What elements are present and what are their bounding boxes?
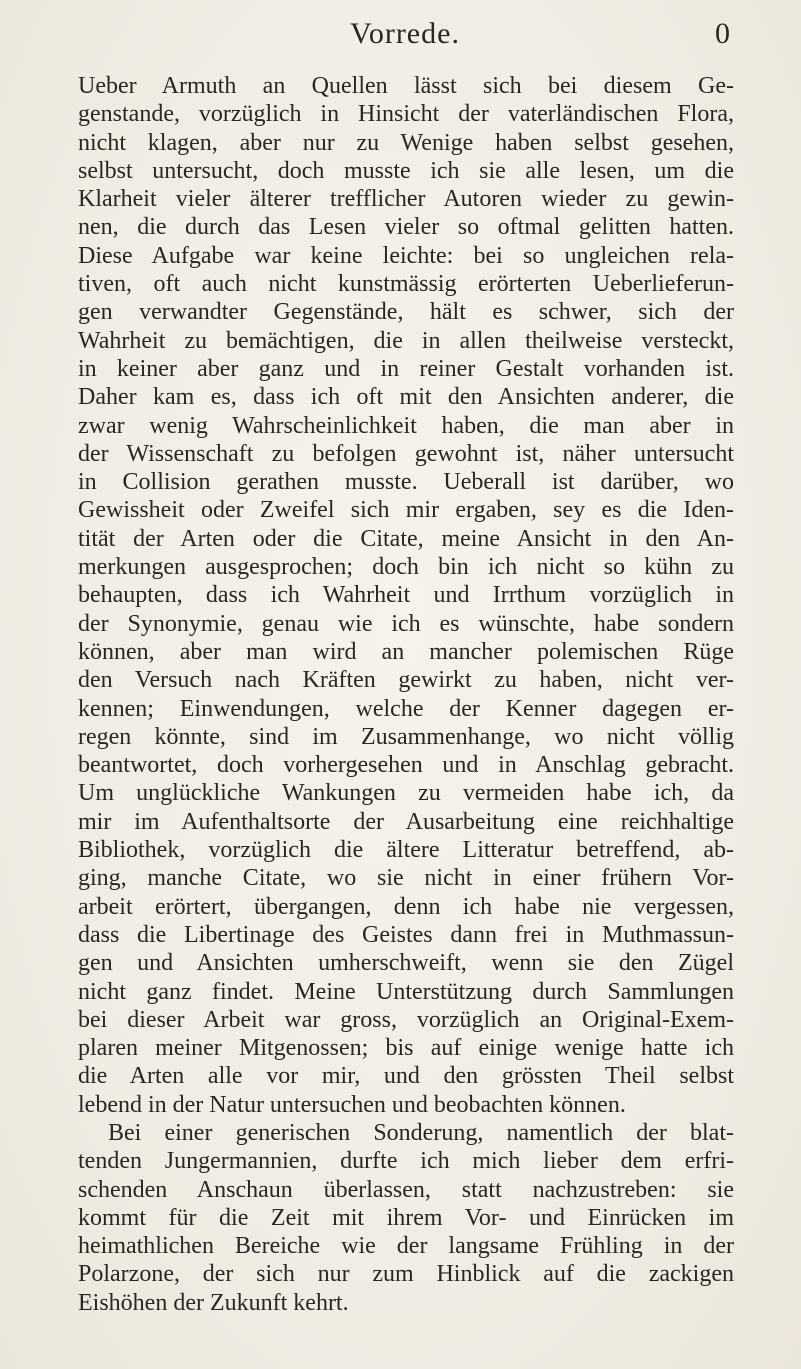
text-line: tenden Jungermannien, durfte ich mich lieber dem erfri- <box>78 1148 734 1175</box>
text-line: nicht klagen, aber nur zu Wenige haben selbst gesehen, <box>78 129 734 156</box>
text-line: der Synonymie, genau wie ich es wünschte, habe sondern <box>78 610 734 637</box>
text-line: dass die Libertinage des Geistes dann frei in Muthmassun- <box>78 921 734 948</box>
text-line: Bei einer generischen Sonderung, namentlich der blat- <box>108 1119 734 1146</box>
text-line: tität der Arten oder die Citate, meine Ansicht in den An- <box>78 525 734 552</box>
text-line: kennen; Einwendungen, welche der Kenner dagegen er- <box>78 695 734 722</box>
text-line: Ueber Armuth an Quellen lässt sich bei diesem Ge- <box>78 73 734 99</box>
text-line: können, aber man wird an mancher polemischen Rüge <box>78 638 734 665</box>
text-line: merkungen ausgesprochen; doch bin ich nicht so kühn zu <box>78 554 734 581</box>
page-number: 0 <box>715 17 730 50</box>
text-line: Gewissheit oder Zweifel sich mir ergaben, sey es die Iden- <box>78 497 734 524</box>
text-line: tiven, oft auch nicht kunstmässig erörterten Ueberlieferun- <box>78 271 734 298</box>
text-line: in Collision gerathen musste. Ueberall ist darüber, wo <box>78 469 734 496</box>
text-line: gen und Ansichten umherschweift, wenn sie den Zügel <box>78 950 734 977</box>
text-line: nen, die durch das Lesen vieler so oftmal gelitten hatten. <box>78 214 734 241</box>
text-line: plaren meiner Mitgenossen; bis auf einige wenige hatte ich <box>78 1035 734 1062</box>
text-line: selbst untersucht, doch musste ich sie alle lesen, um die <box>78 157 734 184</box>
text-line: Polarzone, der sich nur zum Hinblick auf die zackigen <box>78 1261 734 1288</box>
text-line: mir im Aufenthaltsorte der Ausarbeitung eine reichhaltige <box>78 808 734 835</box>
text-line: behaupten, dass ich Wahrheit und Irrthum vorzüglich in <box>78 582 734 609</box>
text-line: gen verwandter Gegenstände, hält es schwer, sich der <box>78 299 734 326</box>
text-line: Klarheit vieler älterer trefflicher Autoren wieder zu gewin- <box>78 186 734 213</box>
text-line: den Versuch nach Kräften gewirkt zu haben, nicht ver- <box>78 667 734 694</box>
text-line: Um unglückliche Wankungen zu vermeiden habe ich, da <box>78 780 734 807</box>
text-line: genstande, vorzüglich in Hinsicht der vaterländischen Flora, <box>78 101 734 128</box>
page-title: Vorrede. <box>350 17 460 50</box>
text-line: nicht ganz findet. Meine Unterstützung durch Sammlungen <box>78 978 734 1005</box>
text-line: Eishöhen der Zukunft kehrt. <box>78 1289 349 1316</box>
text-line: heimathlichen Bereiche wie der langsame Frühling in der <box>78 1233 734 1260</box>
text-line: in keiner aber ganz und in reiner Gestalt vorhanden ist. <box>78 355 734 382</box>
text-line: der Wissenschaft zu befolgen gewohnt ist, näher untersucht <box>78 440 734 467</box>
text-line: ging, manche Citate, wo sie nicht in einer frühern Vor- <box>78 865 734 892</box>
text-line: kommt für die Zeit mit ihrem Vor- und Einrücken im <box>78 1204 734 1231</box>
text-line: regen könnte, sind im Zusammenhange, wo nicht völlig <box>78 723 734 750</box>
text-line: zwar wenig Wahrscheinlichkeit haben, die man aber in <box>78 412 734 439</box>
body-text <box>78 72 734 1317</box>
running-head <box>80 14 730 54</box>
text-line: arbeit erörtert, übergangen, denn ich habe nie vergessen, <box>78 893 734 920</box>
text-line: Bibliothek, vorzüglich die ältere Litteratur betreffend, ab- <box>78 837 734 864</box>
text-line: Daher kam es, dass ich oft mit den Ansichten anderer, die <box>78 384 734 411</box>
text-line: bei dieser Arbeit war gross, vorzüglich an Original-Exem- <box>78 1006 734 1033</box>
text-line: beantwortet, doch vorhergesehen und in Anschlag gebracht. <box>78 752 734 779</box>
text-line: schenden Anschaun überlassen, statt nachzustreben: sie <box>78 1176 734 1203</box>
text-line: die Arten alle vor mir, und den grössten Theil selbst <box>78 1063 734 1090</box>
text-line: Wahrheit zu bemächtigen, die in allen theilweise versteckt, <box>78 327 734 354</box>
text-line: Diese Aufgabe war keine leichte: bei so ungleichen rela- <box>78 242 734 269</box>
text-line: lebend in der Natur untersuchen und beobachten können. <box>78 1091 626 1118</box>
